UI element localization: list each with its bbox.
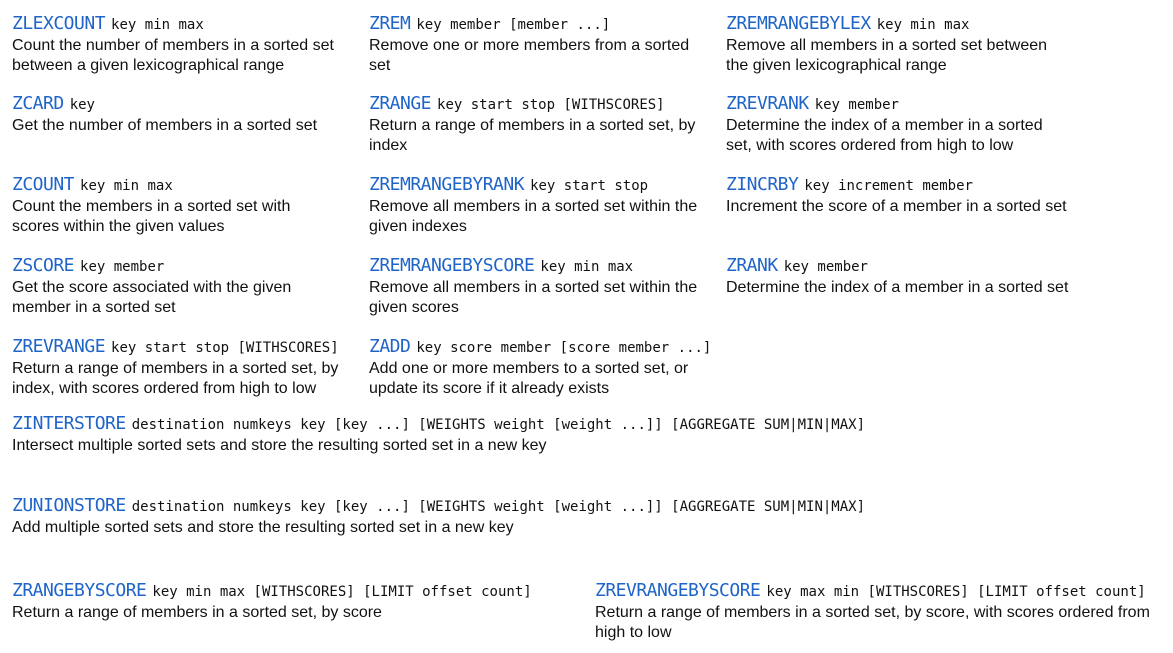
command-args: key min max [WITHSCORES] [LIMIT offset count]	[152, 584, 532, 600]
command-zrevrank	[726, 93, 1071, 156]
command-name-link[interactable]: ZREVRANGE	[12, 336, 106, 357]
command-name-link[interactable]: ZREMRANGEBYSCORE	[369, 255, 535, 276]
command-description: Count the members in a sorted set with scores within the given values	[12, 198, 291, 235]
command-zrange	[369, 93, 709, 156]
command-args: key min max	[540, 259, 634, 275]
command-args: key member	[814, 97, 899, 113]
command-args: key score member [score member ...]	[416, 340, 712, 356]
command-description: Remove one or more members from a sorted set	[369, 37, 690, 74]
command-name-link[interactable]: ZSCORE	[12, 255, 75, 276]
command-args: key min max	[111, 17, 204, 33]
command-name-link[interactable]: ZCARD	[12, 93, 64, 114]
command-zremrangebyscore	[369, 255, 709, 318]
command-description: Remove all members in a sorted set within the given indexes	[369, 198, 698, 235]
command-description: Add multiple sorted sets and store the resulting sorted set in a new key	[12, 519, 514, 536]
command-args: key min max	[876, 17, 970, 33]
command-zrangebyscore	[12, 580, 572, 623]
command-description: Return a range of members in a sorted set, by index	[369, 117, 696, 154]
command-description: Add one or more members to a sorted set, or update its score if it already exists	[369, 360, 689, 397]
command-description: Determine the index of a member in a sorted set, with scores ordered from high to low	[726, 117, 1043, 154]
command-description: Remove all members in a sorted set between the given lexicographical range	[726, 37, 1048, 74]
command-name-link[interactable]: ZREMRANGEBYLEX	[726, 13, 871, 34]
command-name-link[interactable]: ZLEXCOUNT	[12, 13, 106, 34]
command-description: Remove all members in a sorted set within the given scores	[369, 279, 698, 316]
command-description: Return a range of members in a sorted set, by score	[12, 604, 382, 621]
command-description: Return a range of members in a sorted set, by score, with scores ordered from high to low	[595, 604, 1150, 641]
command-args: key member	[80, 259, 165, 275]
command-description: Return a range of members in a sorted set, by index, with scores ordered from high to low	[12, 360, 339, 397]
command-args: key member [member ...]	[416, 17, 611, 33]
command-description: Intersect multiple sorted sets and store the resulting sorted set in a new key	[12, 437, 547, 454]
command-name-link[interactable]: ZINTERSTORE	[12, 413, 126, 434]
command-name-link[interactable]: ZUNIONSTORE	[12, 495, 126, 516]
command-description: Get the score associated with the given member in a sorted set	[12, 279, 292, 316]
command-args: destination numkeys key [key ...] [WEIGHTS weight [weight ...]] [AGGREGATE SUM|MIN|MAX]	[131, 499, 866, 515]
command-zrem	[369, 13, 709, 76]
command-zinterstore	[12, 413, 1152, 456]
command-name-link[interactable]: ZREMRANGEBYRANK	[369, 174, 525, 195]
command-args: key member	[783, 259, 868, 275]
command-name-link[interactable]: ZREM	[369, 13, 411, 34]
command-zremrangebylex	[726, 13, 1066, 76]
command-description: Get the number of members in a sorted set	[12, 117, 318, 134]
command-zrevrangebyscore	[595, 580, 1160, 643]
command-zrank	[726, 255, 1071, 298]
command-name-link[interactable]: ZINCRBY	[726, 174, 799, 195]
command-zcount	[12, 174, 332, 237]
command-args: key max min [WITHSCORES] [LIMIT offset count]	[766, 584, 1146, 600]
command-zunionstore	[12, 495, 1152, 538]
command-args: destination numkeys key [key ...] [WEIGHTS weight [weight ...]] [AGGREGATE SUM|MIN|MAX]	[131, 417, 866, 433]
command-name-link[interactable]: ZRANGEBYSCORE	[12, 580, 147, 601]
command-name-link[interactable]: ZADD	[369, 336, 411, 357]
command-name-link[interactable]: ZRANK	[726, 255, 778, 276]
command-name-link[interactable]: ZREVRANK	[726, 93, 809, 114]
command-args: key increment member	[804, 178, 973, 194]
command-zcard	[12, 93, 352, 136]
command-zlexcount	[12, 13, 352, 76]
command-zincrby	[726, 174, 1071, 217]
command-name-link[interactable]: ZCOUNT	[12, 174, 75, 195]
command-zadd	[369, 336, 714, 399]
command-description: Count the number of members in a sorted set between a given lexicographical range	[12, 37, 334, 74]
command-name-link[interactable]: ZREVRANGEBYSCORE	[595, 580, 761, 601]
command-zremrangebyrank	[369, 174, 709, 237]
command-args: key start stop [WITHSCORES]	[111, 340, 339, 356]
command-args: key start stop [WITHSCORES]	[437, 97, 665, 113]
command-zscore	[12, 255, 332, 318]
command-zrevrange	[12, 336, 352, 399]
command-args: key start stop	[530, 178, 649, 194]
command-description: Determine the index of a member in a sorted set	[726, 279, 1069, 296]
command-name-link[interactable]: ZRANGE	[369, 93, 432, 114]
command-description: Increment the score of a member in a sorted set	[726, 198, 1067, 215]
command-args: key	[69, 97, 95, 113]
command-args: key min max	[80, 178, 173, 194]
